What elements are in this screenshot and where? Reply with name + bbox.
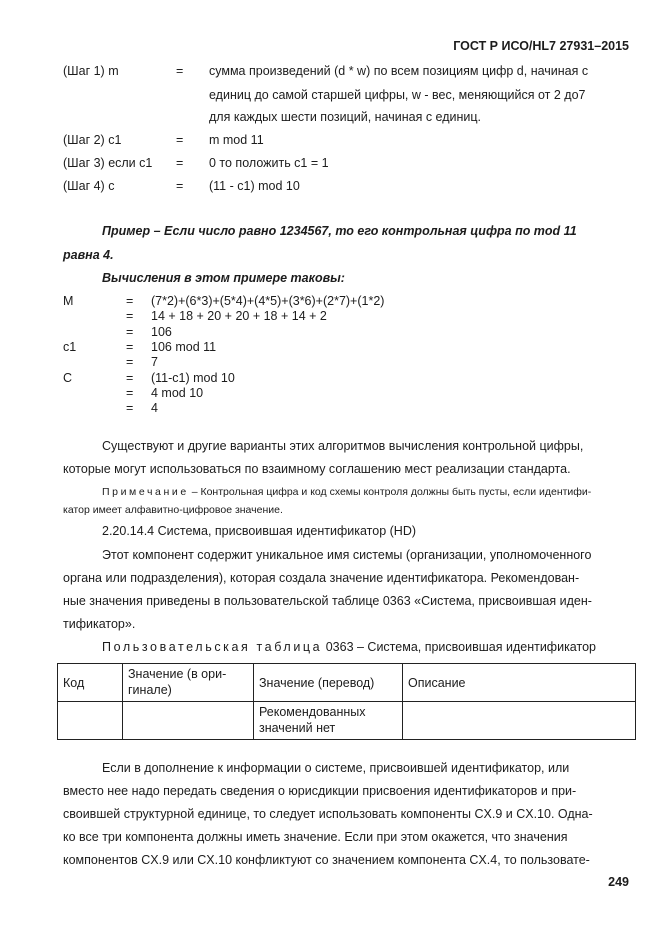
header-value-original-line: гинале) — [128, 683, 172, 697]
header-value-original-line: Значение (в ори- — [128, 667, 227, 681]
calc-value: 4 mod 10 — [151, 386, 204, 400]
calc-value: (7*2)+(6*3)+(5*4)+(4*5)+(3*6)+(2*7)+(1*2) — [151, 294, 385, 308]
header-description: Описание — [403, 664, 636, 702]
page-number: 249 — [608, 875, 629, 889]
table-caption-prefix: Пользовательская таблица — [102, 640, 323, 654]
cell-line: значений нет — [259, 721, 336, 735]
note-line: катор имеет алфавитно-цифровое значение. — [63, 504, 283, 516]
step-equals: = — [176, 64, 184, 78]
calc-label: M — [63, 294, 74, 308]
calc-equals: = — [126, 355, 134, 369]
calc-equals: = — [126, 386, 134, 400]
header-code: Код — [58, 664, 123, 702]
example-line: Пример – Если число равно 1234567, то его контрольная цифра по mod 11 — [102, 224, 577, 238]
calc-value: 4 — [151, 401, 158, 415]
paragraph-line: компонентов CX.9 или CX.10 конфликтуют со значением компонента CX.4, то пользовате- — [63, 853, 590, 867]
user-table-0363 — [57, 663, 636, 740]
table-caption — [102, 640, 596, 654]
note-dash: – — [191, 486, 198, 498]
paragraph-line: которые могут использоваться по взаимному соглашению мест реализации стандарта. — [63, 462, 571, 476]
step-text: сумма произведений (d * w) по всем позициям цифр d, начиная с — [209, 64, 589, 78]
paragraph-line: тификатор». — [63, 617, 136, 631]
paragraph-line: Если в дополнение к информации о системе, присвоившей идентификатор, или — [102, 761, 570, 775]
step-label: (Шаг 3) если c1 — [63, 156, 153, 170]
calc-equals: = — [126, 294, 134, 308]
cell-value-original — [123, 702, 254, 740]
paragraph-line: ко все три компонента должны иметь значение. Если при этом окажется, что значения — [63, 830, 568, 844]
header-value-original — [123, 664, 254, 702]
note-prefix: Примечание — [102, 486, 189, 498]
step-label: (Шаг 4) c — [63, 179, 115, 193]
calc-value: 106 — [151, 325, 172, 339]
note-text: Контрольная цифра и код схемы контроля должны быть пусты, если идентифи- — [200, 486, 592, 498]
paragraph-line: ные значения приведены в пользовательской таблице 0363 «Система, присвоившая иден- — [63, 594, 592, 608]
note-line — [102, 486, 591, 498]
calc-equals: = — [126, 325, 134, 339]
table-header-row — [58, 664, 636, 702]
cell-description — [403, 702, 636, 740]
calc-label: c1 — [63, 340, 77, 354]
step-text: 0 то положить c1 = 1 — [209, 156, 329, 170]
paragraph-line: Этот компонент содержит уникальное имя системы (организации, уполномоченного — [102, 548, 592, 562]
paragraph-line: органа или подразделения), которая создала значение идентификатора. Рекомендован- — [63, 571, 580, 585]
paragraph-line: своившей структурной единице, то следует использовать компоненты CX.9 и CX.10. Одна- — [63, 807, 593, 821]
page-header-standard: ГОСТ Р ИСО/HL7 27931–2015 — [453, 39, 629, 53]
header-value-translation: Значение (перевод) — [254, 664, 403, 702]
calc-equals: = — [126, 401, 134, 415]
step-text: единиц до самой старшей цифры, w - вес, меняющийся от 2 до7 — [209, 88, 586, 102]
table-row — [58, 702, 636, 740]
step-text: (11 - c1) mod 10 — [209, 179, 300, 193]
cell-line: Рекомендованных — [259, 705, 366, 719]
calc-value: 7 — [151, 355, 158, 369]
calc-value: 14 + 18 + 20 + 20 + 18 + 14 + 2 — [151, 309, 327, 323]
step-text: m mod 11 — [209, 133, 264, 147]
step-equals: = — [176, 156, 184, 170]
cell-code — [58, 702, 123, 740]
step-text: для каждых шести позиций, начиная с единиц. — [209, 110, 482, 124]
calc-equals: = — [126, 371, 134, 385]
step-equals: = — [176, 133, 184, 147]
calc-value: 106 mod 11 — [151, 340, 217, 354]
calc-label: C — [63, 371, 73, 385]
calc-value: (11-c1) mod 10 — [151, 371, 235, 385]
table-caption-rest: 0363 – Система, присвоившая идентификатор — [325, 640, 596, 654]
section-title: 2.20.14.4 Система, присвоившая идентификатор (HD) — [102, 524, 417, 538]
cell-value-translation — [254, 702, 403, 740]
calc-heading: Вычисления в этом примере таковы: — [102, 271, 345, 285]
paragraph-line: Существуют и другие варианты этих алгоритмов вычисления контрольной цифры, — [102, 439, 584, 453]
example-line: равна 4. — [63, 248, 114, 262]
step-label: (Шаг 1) m — [63, 64, 119, 78]
calc-equals: = — [126, 309, 134, 323]
step-equals: = — [176, 179, 184, 193]
paragraph-line: вместо нее надо передать сведения о юрисдикции присвоения идентификаторов и при- — [63, 784, 577, 798]
calc-equals: = — [126, 340, 134, 354]
step-label: (Шаг 2) c1 — [63, 133, 122, 147]
